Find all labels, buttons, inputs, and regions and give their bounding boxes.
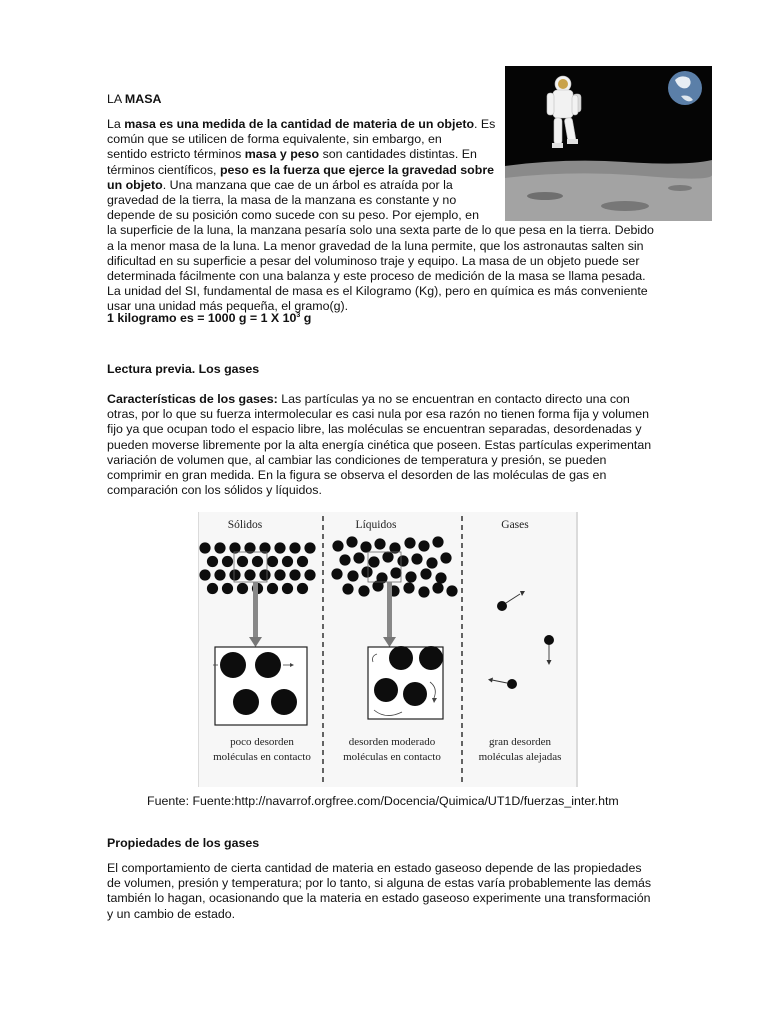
properties-heading: Propiedades de los gases xyxy=(107,836,260,850)
particle xyxy=(207,556,218,567)
particle xyxy=(332,540,343,551)
solids-caption-1: poco desorden xyxy=(230,736,294,748)
particle xyxy=(446,585,457,596)
particle xyxy=(297,556,308,567)
astronaut-moon-photo xyxy=(505,66,712,221)
particle xyxy=(426,557,437,568)
text-line: determinada fácilmente con una balanza y este proceso de medición de la masa se llama pesada. xyxy=(107,269,646,283)
text-line: términos científicos, peso es la fuerza que ejerce la gravedad sobre xyxy=(107,162,495,177)
text-line: La masa es una medida de la cantidad de materia de un objeto. Es xyxy=(107,117,496,131)
text-line: fijo ya que ocupan todo el espacio libre, las moléculas se encuentran separadas, desordenadas y xyxy=(107,422,642,437)
particle xyxy=(229,569,240,580)
particle xyxy=(304,542,315,553)
particle xyxy=(418,586,429,597)
text-line: variación de volumen que, al cambiar las condiciones de temperatura y presión, se pueden xyxy=(107,452,607,467)
particle xyxy=(397,555,408,566)
particle xyxy=(403,582,414,593)
text-line: y un cambio de estado. xyxy=(107,906,236,921)
particle xyxy=(237,556,248,567)
particle xyxy=(418,540,429,551)
particle xyxy=(440,552,451,563)
particle xyxy=(361,566,372,577)
solid-zoom-box xyxy=(213,647,307,725)
text-line: a la menor masa de la luna. La menor gravedad de la luna permite, que los astronautas salten sin xyxy=(107,238,644,253)
text-line: comprimir en gran medida. En la figura se observa el desorden de las moléculas de gas en xyxy=(107,468,607,482)
text-line: El comportamiento de cierta cantidad de materia en estado gaseoso depende de las propiedades xyxy=(107,861,642,875)
particle xyxy=(222,556,233,567)
solids-caption-2: moléculas en contacto xyxy=(213,751,311,763)
gases-title: Gases xyxy=(501,519,529,531)
particle xyxy=(432,582,443,593)
text-line: de volumen, presión y temperatura; por lo tanto, si alguna de estas varía probablemente las demás xyxy=(107,876,652,891)
particle xyxy=(382,551,393,562)
text-line: dificultad en su superficie a pesar del voluminoso traje y equipo. La masa de un objeto puede ser xyxy=(107,253,640,268)
text-line: un objeto. Una manzana que cae de un árbol es atraída por la xyxy=(107,177,453,192)
text-line: también lo hagan, ocasionando que la materia en estado gaseoso experimente una transformación xyxy=(107,891,651,906)
mass-heading: LA MASA xyxy=(107,92,162,106)
particle xyxy=(297,583,308,594)
particle xyxy=(358,585,369,596)
particle xyxy=(405,571,416,582)
particle xyxy=(404,537,415,548)
particle xyxy=(420,568,431,579)
particle xyxy=(304,569,315,580)
particle xyxy=(282,556,293,567)
particle xyxy=(267,556,278,567)
particle xyxy=(207,583,218,594)
gases-caption-1: gran desorden xyxy=(488,736,552,748)
text-line: pueden moverse libremente por la alta energía cinética que poseen. Estas partículas experimentan xyxy=(107,437,652,452)
particle xyxy=(353,552,364,563)
text-line: usar una unidad más pequeña, el gramo(g). xyxy=(107,299,349,314)
particle xyxy=(274,569,285,580)
particle xyxy=(347,570,358,581)
text-line: sentido estricto términos masa y peso son cantidades distintas. En xyxy=(107,147,477,162)
particle xyxy=(368,556,379,567)
particle xyxy=(331,568,342,579)
particle xyxy=(252,556,263,567)
text-line: otras, por lo que su fuerza intermolecular es casi nula por esa razón no tienen forma fija y volumen xyxy=(107,407,650,422)
liquids-caption-2: moléculas en contacto xyxy=(343,751,441,763)
particle xyxy=(289,569,300,580)
particle xyxy=(342,583,353,594)
particle xyxy=(432,536,443,547)
particle xyxy=(237,583,248,594)
text-line: común que se utilicen de forma equivalente, sin embargo, en xyxy=(107,132,442,147)
particle xyxy=(346,536,357,547)
particle xyxy=(267,583,278,594)
text-line: depende de su posición como sucede con su peso. Por ejemplo, en xyxy=(107,208,479,223)
text-line: gravedad de la tierra, la masa de la manzana es constante y no xyxy=(107,193,457,207)
particle xyxy=(214,542,225,553)
particle xyxy=(199,542,210,553)
particle xyxy=(222,583,233,594)
particle xyxy=(199,569,210,580)
states-of-matter-figure xyxy=(198,512,578,787)
particle xyxy=(435,572,446,583)
particle xyxy=(274,542,285,553)
particle xyxy=(374,538,385,549)
figure-source: Fuente: Fuente:http://navarrof.orgfree.com/Docencia/Quimica/UT1D/fuerzas_inter.htm xyxy=(147,794,619,808)
text-line: La unidad del SI, fundamental de masa es el Kilogramo (Kg), pero en química es más conveniente xyxy=(107,284,648,299)
gases-reading-heading: Lectura previa. Los gases xyxy=(107,362,260,376)
gases-caption-2: moléculas alejadas xyxy=(478,751,562,763)
particle xyxy=(390,567,401,578)
liquids-title: Líquidos xyxy=(355,519,397,531)
text-line: la superficie de la luna, la manzana pesaría solo una sexta parte de lo que pesa en la tierra. Debido xyxy=(107,223,654,238)
particle xyxy=(411,553,422,564)
particle xyxy=(360,541,371,552)
particle xyxy=(214,569,225,580)
text-line: comparación con los sólidos y líquidos. xyxy=(107,483,322,498)
text-line: Características de los gases: Las partículas ya no se encuentran en contacto directo una con xyxy=(107,392,630,406)
particle xyxy=(289,542,300,553)
particle xyxy=(244,569,255,580)
liquid-zoom-box xyxy=(368,646,443,719)
solids-title: Sólidos xyxy=(227,519,263,531)
particle xyxy=(339,554,350,565)
liquids-caption-1: desorden moderado xyxy=(348,736,436,748)
particle xyxy=(282,583,293,594)
particle xyxy=(259,569,270,580)
mass-formula: 1 kilogramo es = 1000 g = 1 X $10^3$ g xyxy=(107,311,312,325)
